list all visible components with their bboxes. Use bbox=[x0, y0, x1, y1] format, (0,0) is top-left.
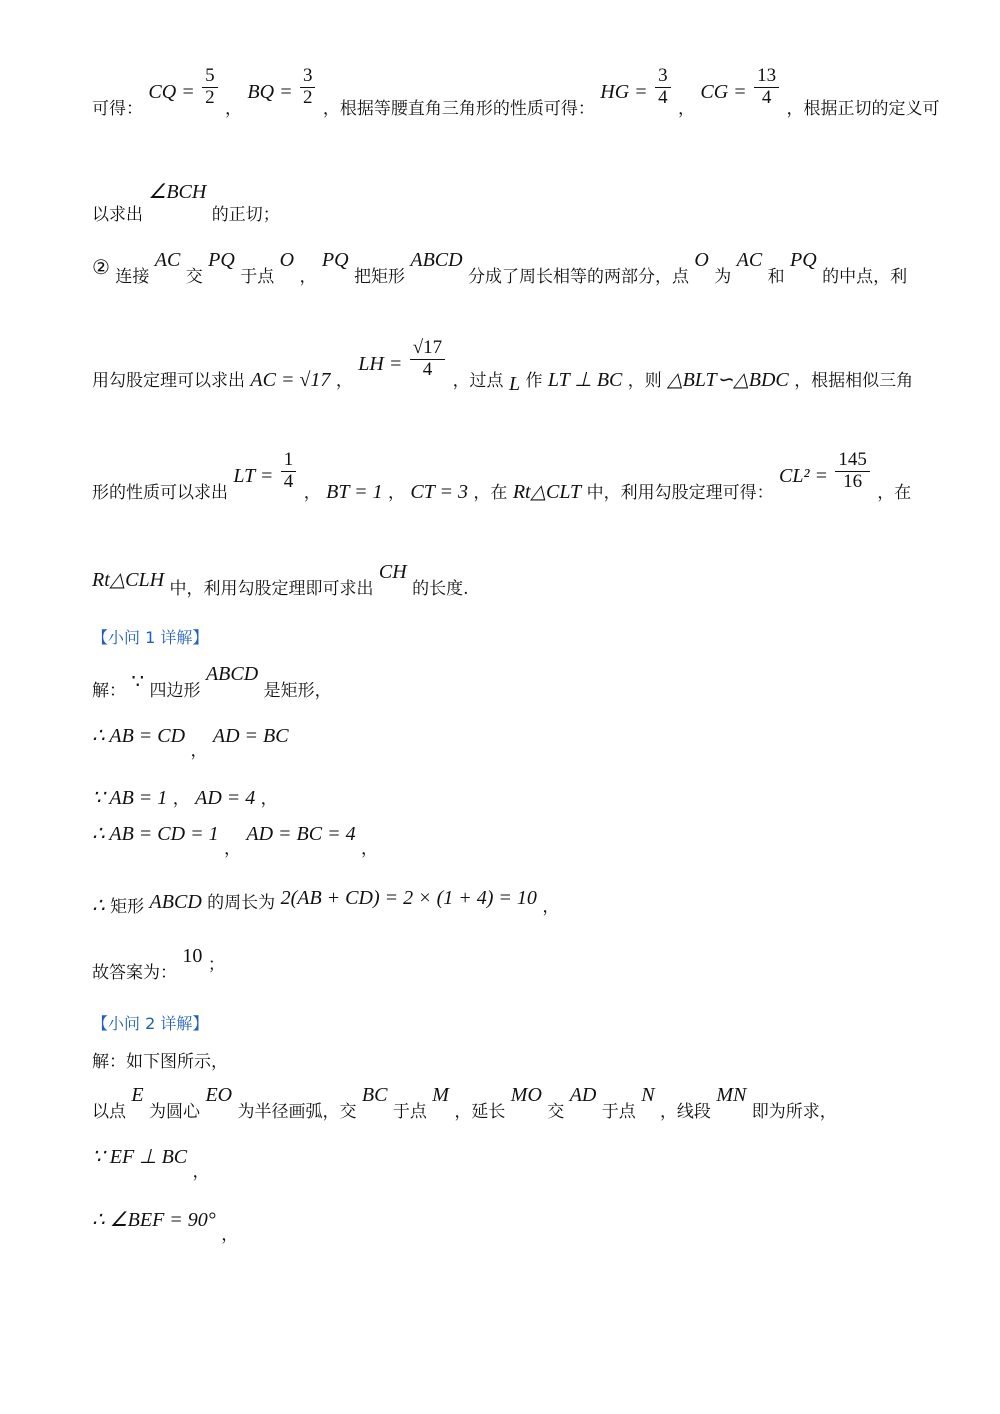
text: 解：如下图所示， bbox=[92, 1052, 228, 1072]
math: E bbox=[131, 1084, 144, 1106]
text: ，过点 bbox=[452, 370, 504, 391]
text: ， bbox=[361, 839, 379, 859]
math: PQ bbox=[790, 249, 817, 271]
math: ∴ bbox=[92, 895, 105, 917]
math: Rt△CLH bbox=[92, 569, 165, 591]
text-line bbox=[92, 820, 910, 859]
text: 中，利用勾股定理即可求出 bbox=[169, 579, 374, 599]
math: CQ = bbox=[148, 80, 195, 103]
math: CG = bbox=[700, 80, 747, 103]
text-line bbox=[92, 249, 910, 288]
text: 四边形 bbox=[149, 681, 201, 701]
text: 可得： bbox=[92, 98, 143, 119]
fraction: $\frac{5}{2}$ bbox=[202, 66, 218, 109]
fraction: $\frac{1}{4}$ bbox=[281, 450, 297, 493]
text-line bbox=[92, 1084, 910, 1123]
text-line bbox=[92, 1047, 910, 1072]
math: AC bbox=[154, 249, 181, 271]
math: ABCD bbox=[149, 891, 202, 913]
math: CT = 3 bbox=[410, 480, 469, 503]
math: AD = BC bbox=[212, 725, 289, 747]
text: 用勾股定理可以求出 bbox=[92, 370, 245, 391]
text: 形的性质可以求出 bbox=[92, 482, 228, 503]
math: ∴ ∠BEF = 90° bbox=[92, 1209, 216, 1231]
text: 和 bbox=[767, 267, 785, 287]
text-line bbox=[92, 1143, 910, 1182]
math: LT ⊥ BC bbox=[547, 368, 623, 391]
text: ，在 bbox=[473, 482, 508, 503]
text: ； bbox=[207, 955, 225, 975]
math: AC bbox=[736, 249, 763, 271]
text-line bbox=[92, 722, 910, 761]
math: ∠BCH bbox=[148, 181, 207, 203]
text: ， bbox=[223, 839, 241, 859]
math: ABCD bbox=[410, 249, 463, 271]
text-line bbox=[92, 663, 910, 702]
math: O bbox=[279, 249, 295, 271]
text: 连接 bbox=[115, 267, 150, 287]
math: EO bbox=[205, 1084, 233, 1106]
section-heading: 【小问 2 详解】 bbox=[92, 1014, 209, 1033]
text: 中，利用勾股定理可得： bbox=[586, 482, 774, 503]
text: 为半径画弧，交 bbox=[237, 1102, 357, 1122]
text: 是矩形， bbox=[263, 681, 332, 701]
math: PQ bbox=[321, 249, 349, 271]
math: AC = √17 bbox=[250, 368, 331, 391]
text: 交 bbox=[185, 267, 203, 287]
math: MO bbox=[510, 1084, 542, 1106]
text: 的正切； bbox=[211, 205, 280, 225]
text-line bbox=[92, 449, 912, 505]
text: ，线段 bbox=[659, 1102, 711, 1122]
section-heading: 【小问 1 详解】 bbox=[92, 628, 209, 647]
text-line bbox=[92, 945, 910, 984]
math: LT = bbox=[233, 464, 274, 487]
math: ∵ bbox=[131, 671, 145, 693]
math: O bbox=[694, 249, 709, 271]
math: CH bbox=[378, 561, 407, 583]
text: ， bbox=[192, 1162, 210, 1182]
text: 于点 bbox=[601, 1102, 636, 1122]
math: N bbox=[641, 1084, 655, 1106]
math: HG = bbox=[600, 80, 648, 103]
text-line bbox=[92, 181, 910, 226]
text-line bbox=[92, 65, 940, 121]
math: PQ bbox=[208, 249, 235, 271]
fraction: $\frac{145}{16}$ bbox=[835, 450, 870, 493]
math: ∵ EF ⊥ BC bbox=[92, 1146, 188, 1168]
text-line bbox=[92, 1206, 910, 1245]
text: 于点 bbox=[240, 267, 275, 287]
math: ABCD bbox=[205, 663, 259, 685]
text: ， bbox=[677, 98, 695, 119]
text: 为 bbox=[714, 267, 732, 287]
text: ， bbox=[299, 267, 317, 287]
text: ，延长 bbox=[454, 1102, 506, 1122]
math: 10 bbox=[182, 945, 203, 967]
text: ，根据正切的定义可 bbox=[786, 98, 940, 119]
text: ，则 bbox=[627, 370, 662, 391]
math: LH = bbox=[358, 352, 403, 375]
math: AD bbox=[569, 1084, 597, 1106]
text: ，根据相似三角 bbox=[794, 370, 914, 391]
text: ，在 bbox=[877, 482, 912, 503]
text: ， bbox=[303, 482, 321, 503]
text: ， bbox=[388, 482, 405, 503]
text-line bbox=[92, 784, 910, 810]
math: AD = BC = 4 bbox=[246, 823, 356, 845]
text: 的中点，利 bbox=[822, 267, 908, 287]
text: ， bbox=[225, 98, 242, 119]
text: ， bbox=[260, 789, 278, 809]
text: 把矩形 bbox=[353, 267, 405, 287]
text: 的长度. bbox=[412, 579, 469, 599]
text: ， bbox=[335, 370, 353, 391]
text: ， bbox=[542, 897, 560, 917]
text: ② bbox=[92, 255, 110, 279]
text-line bbox=[92, 337, 914, 395]
math: ∴ AB = CD = 1 bbox=[92, 823, 219, 845]
math: BT = 1 bbox=[326, 480, 383, 503]
math: 2(AB + CD) = 2 × (1 + 4) = 10 bbox=[280, 887, 537, 909]
text: 作 bbox=[525, 370, 543, 391]
math: MN bbox=[716, 1084, 747, 1106]
text: ， bbox=[190, 741, 208, 761]
math: M bbox=[432, 1084, 449, 1106]
fraction: $\frac{3}{4}$ bbox=[655, 66, 671, 109]
text: 以求出 bbox=[92, 205, 143, 225]
text-line bbox=[92, 887, 910, 917]
text: 为圆心 bbox=[149, 1102, 201, 1122]
text: ， bbox=[172, 789, 190, 809]
math: L bbox=[508, 372, 521, 395]
text: 于点 bbox=[392, 1102, 427, 1122]
text: ， bbox=[221, 1225, 239, 1245]
fraction: $\frac{13}{4}$ bbox=[754, 66, 779, 109]
text: 交 bbox=[547, 1102, 565, 1122]
text: 以点 bbox=[92, 1102, 126, 1122]
text: 解： bbox=[92, 681, 126, 701]
math: BQ = bbox=[247, 80, 293, 103]
math: △BLT∽△BDC bbox=[667, 368, 789, 391]
math: AD = 4 bbox=[195, 787, 256, 809]
text: 矩形 bbox=[110, 897, 145, 917]
text: ，根据等腰直角三角形的性质可得： bbox=[322, 98, 595, 119]
text: 分成了周长相等的两部分，点 bbox=[467, 267, 689, 287]
math: ∵ AB = 1 bbox=[92, 787, 168, 809]
text: 的周长为 bbox=[207, 893, 276, 913]
text: 即为所求， bbox=[751, 1102, 837, 1122]
text-line bbox=[92, 561, 910, 600]
text: 故答案为： bbox=[92, 963, 177, 983]
fraction: $\frac{3}{2}$ bbox=[300, 66, 316, 109]
math: Rt△CLT bbox=[512, 480, 582, 503]
math: CL² = bbox=[778, 464, 828, 487]
math: BC bbox=[361, 1084, 388, 1106]
math: ∴ AB = CD bbox=[92, 725, 186, 747]
fraction: $\frac{√17}{4}$ bbox=[410, 338, 445, 381]
